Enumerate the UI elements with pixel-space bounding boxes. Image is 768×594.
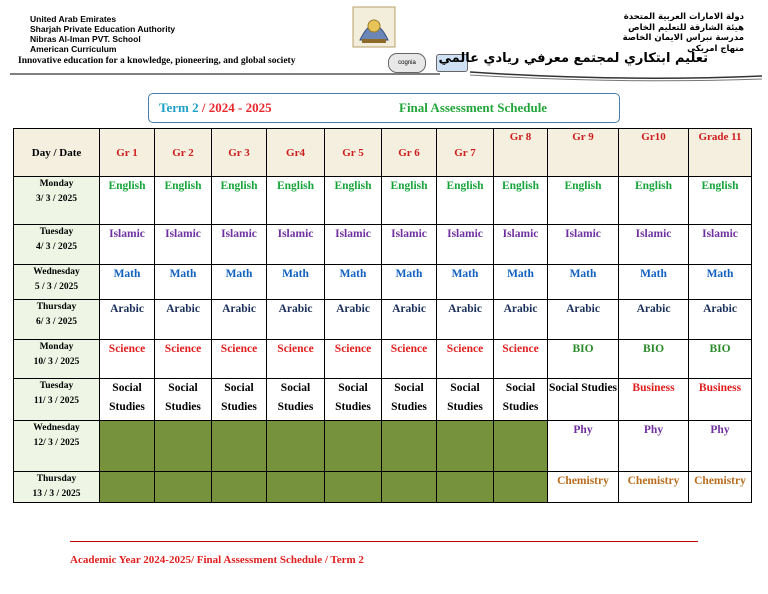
blank-cell	[267, 421, 325, 472]
date-label: 10/ 3 / 2025	[33, 357, 80, 367]
day-date-cell	[14, 340, 100, 379]
exam-cell: English	[382, 177, 437, 225]
blank-cell	[437, 472, 494, 503]
blank-cell	[382, 472, 437, 503]
date-label: 11/ 3 / 2025	[33, 396, 80, 406]
exam-cell: Math	[267, 265, 325, 300]
exam-cell: English	[437, 177, 494, 225]
footer-text: Academic Year 2024-2025/ Final Assessment Schedule / Term 2	[70, 554, 364, 566]
exam-cell: Islamic	[155, 225, 212, 265]
exam-cell: Arabic	[382, 300, 437, 340]
grade-header: Gr 8	[494, 129, 548, 177]
blank-cell	[325, 421, 382, 472]
day-date-cell	[14, 300, 100, 340]
blank-cell	[100, 472, 155, 503]
header-line: منهاج امريكي	[687, 43, 744, 54]
header-line: United Arab Emirates	[30, 14, 117, 24]
day-label: Monday	[39, 179, 74, 189]
day-label: Wednesday	[33, 267, 80, 277]
exam-cell: Islamic	[619, 225, 689, 265]
exam-cell: Social Studies	[548, 379, 619, 421]
exam-cell: English	[212, 177, 267, 225]
grade-header: Grade 11	[689, 129, 752, 177]
exam-cell: Social Studies	[212, 379, 267, 421]
term-name: Term 2	[159, 100, 199, 115]
exam-cell: Phy	[689, 421, 752, 472]
day-label: Wednesday	[33, 423, 80, 433]
header-line: American Curriculum	[30, 44, 117, 54]
header-line: دولة الامارات العربية المتحدة	[623, 12, 744, 22]
exam-cell: Islamic	[382, 225, 437, 265]
header-divider-swoosh	[0, 68, 768, 84]
schedule-title-box	[148, 93, 620, 123]
exam-cell: English	[155, 177, 212, 225]
grade-header: Gr 7	[437, 129, 494, 177]
exam-cell: Arabic	[494, 300, 548, 340]
exam-cell: BIO	[689, 340, 752, 379]
exam-cell: Arabic	[100, 300, 155, 340]
table-row	[14, 300, 752, 340]
exam-cell: Math	[437, 265, 494, 300]
grade-header: Gr 5	[325, 129, 382, 177]
exam-cell: Math	[212, 265, 267, 300]
arabic-tagline: تعليم ابتكاري لمجتمع معرفي ريادي عالمي	[438, 51, 708, 66]
day-date-cell	[14, 177, 100, 225]
day-label: Thursday	[36, 302, 77, 312]
exam-cell: Social Studies	[494, 379, 548, 421]
blank-cell	[494, 472, 548, 503]
exam-cell: Social Studies	[100, 379, 155, 421]
exam-cell: Arabic	[619, 300, 689, 340]
grade-header: Gr 6	[382, 129, 437, 177]
table-row	[14, 177, 752, 225]
exam-cell: Islamic	[689, 225, 752, 265]
blank-cell	[267, 472, 325, 503]
exam-cell: Math	[494, 265, 548, 300]
exam-cell: Science	[494, 340, 548, 379]
exam-cell: Chemistry	[548, 472, 619, 503]
day-date-cell	[14, 472, 100, 503]
exam-cell: English	[548, 177, 619, 225]
exam-cell: Math	[619, 265, 689, 300]
day-label: Monday	[39, 342, 74, 352]
exam-cell: Arabic	[325, 300, 382, 340]
day-date-cell	[14, 265, 100, 300]
exam-cell: Islamic	[494, 225, 548, 265]
header-line: هيئة الشارقة للتعليم الخاص	[628, 22, 744, 33]
grade-header: Gr 2	[155, 129, 212, 177]
blank-cell	[325, 472, 382, 503]
exam-cell: Chemistry	[619, 472, 689, 503]
exam-cell: Phy	[619, 421, 689, 472]
exam-cell: Math	[100, 265, 155, 300]
exam-cell: Science	[267, 340, 325, 379]
blank-cell	[212, 421, 267, 472]
exam-cell: Social Studies	[437, 379, 494, 421]
exam-cell: Islamic	[267, 225, 325, 265]
table-row	[14, 340, 752, 379]
exam-cell: Phy	[548, 421, 619, 472]
exam-cell: Business	[689, 379, 752, 421]
date-label: 4/ 3 / 2025	[36, 242, 77, 252]
blank-cell	[155, 472, 212, 503]
exam-cell: Social Studies	[267, 379, 325, 421]
document-header	[0, 0, 768, 82]
table-row	[14, 265, 752, 300]
exam-cell: BIO	[619, 340, 689, 379]
grade-header: Gr 1	[100, 129, 155, 177]
header-line: Sharjah Private Education Authority	[30, 24, 176, 34]
exam-cell: Business	[619, 379, 689, 421]
term-separator: /	[198, 100, 209, 115]
blank-cell	[382, 421, 437, 472]
exam-cell: Chemistry	[689, 472, 752, 503]
table-row	[14, 379, 752, 421]
exam-cell: Science	[212, 340, 267, 379]
blank-cell	[494, 421, 548, 472]
day-label: Tuesday	[39, 227, 74, 237]
day-date-header: Day / Date	[14, 129, 100, 177]
exam-cell: English	[619, 177, 689, 225]
date-label: 6/ 3 / 2025	[36, 317, 77, 327]
school-logo	[352, 6, 396, 48]
exam-cell: Math	[689, 265, 752, 300]
schedule-heading: Final Assessment Schedule	[399, 100, 548, 115]
exam-cell: Arabic	[437, 300, 494, 340]
english-tagline: Innovative education for a knowledge, pioneering, and global society	[18, 56, 296, 66]
date-label: 3/ 3 / 2025	[36, 194, 77, 204]
exam-cell: English	[100, 177, 155, 225]
blank-cell	[100, 421, 155, 472]
exam-cell: English	[325, 177, 382, 225]
date-label: 5 / 3 / 2025	[34, 282, 79, 292]
exam-cell: Arabic	[689, 300, 752, 340]
table-row	[14, 421, 752, 472]
term-label	[159, 100, 272, 116]
exam-cell: BIO	[548, 340, 619, 379]
exam-cell: Arabic	[212, 300, 267, 340]
footer-divider	[70, 541, 698, 542]
header-line: مدرسة نبراس الايمان الخاصة	[622, 33, 744, 43]
date-label: 12/ 3 / 2025	[33, 438, 80, 448]
exam-cell: Science	[325, 340, 382, 379]
exam-cell: Islamic	[548, 225, 619, 265]
day-label: Tuesday	[39, 381, 74, 391]
table-row	[14, 225, 752, 265]
exam-cell: Math	[155, 265, 212, 300]
schedule-table	[13, 128, 752, 503]
exam-cell: Math	[382, 265, 437, 300]
exam-cell: Science	[100, 340, 155, 379]
date-label: 13 / 3 / 2025	[32, 489, 81, 499]
exam-cell: Islamic	[437, 225, 494, 265]
day-date-cell	[14, 379, 100, 421]
grade-header: Gr 9	[548, 129, 619, 177]
exam-cell: Science	[382, 340, 437, 379]
exam-cell: Arabic	[267, 300, 325, 340]
exam-cell: Islamic	[100, 225, 155, 265]
exam-cell: English	[494, 177, 548, 225]
cognia-badge: cognia	[388, 53, 426, 73]
exam-cell: Social Studies	[155, 379, 212, 421]
exam-cell: English	[267, 177, 325, 225]
day-label: Thursday	[36, 474, 77, 484]
table-row	[14, 472, 752, 503]
exam-cell: Arabic	[548, 300, 619, 340]
blank-cell	[155, 421, 212, 472]
exam-cell: English	[689, 177, 752, 225]
exam-cell: Science	[155, 340, 212, 379]
exam-cell: Math	[325, 265, 382, 300]
exam-cell: Social Studies	[382, 379, 437, 421]
academic-year: 2024 - 2025	[208, 100, 272, 115]
exam-cell: Islamic	[325, 225, 382, 265]
header-arabic-block	[623, 12, 744, 54]
grade-header: Gr4	[267, 129, 325, 177]
table-header-row	[14, 129, 752, 177]
exam-cell: Social Studies	[325, 379, 382, 421]
exam-cell: Islamic	[212, 225, 267, 265]
grade-header: Gr10	[619, 129, 689, 177]
exam-cell: Arabic	[155, 300, 212, 340]
day-date-cell	[14, 225, 100, 265]
day-date-cell	[14, 421, 100, 472]
header-english-block	[30, 14, 175, 54]
blank-cell	[437, 421, 494, 472]
header-line: Nibras Al-Iman PVT. School	[30, 34, 141, 44]
blank-cell	[212, 472, 267, 503]
exam-cell: Science	[437, 340, 494, 379]
grade-header: Gr 3	[212, 129, 267, 177]
exam-cell: Math	[548, 265, 619, 300]
